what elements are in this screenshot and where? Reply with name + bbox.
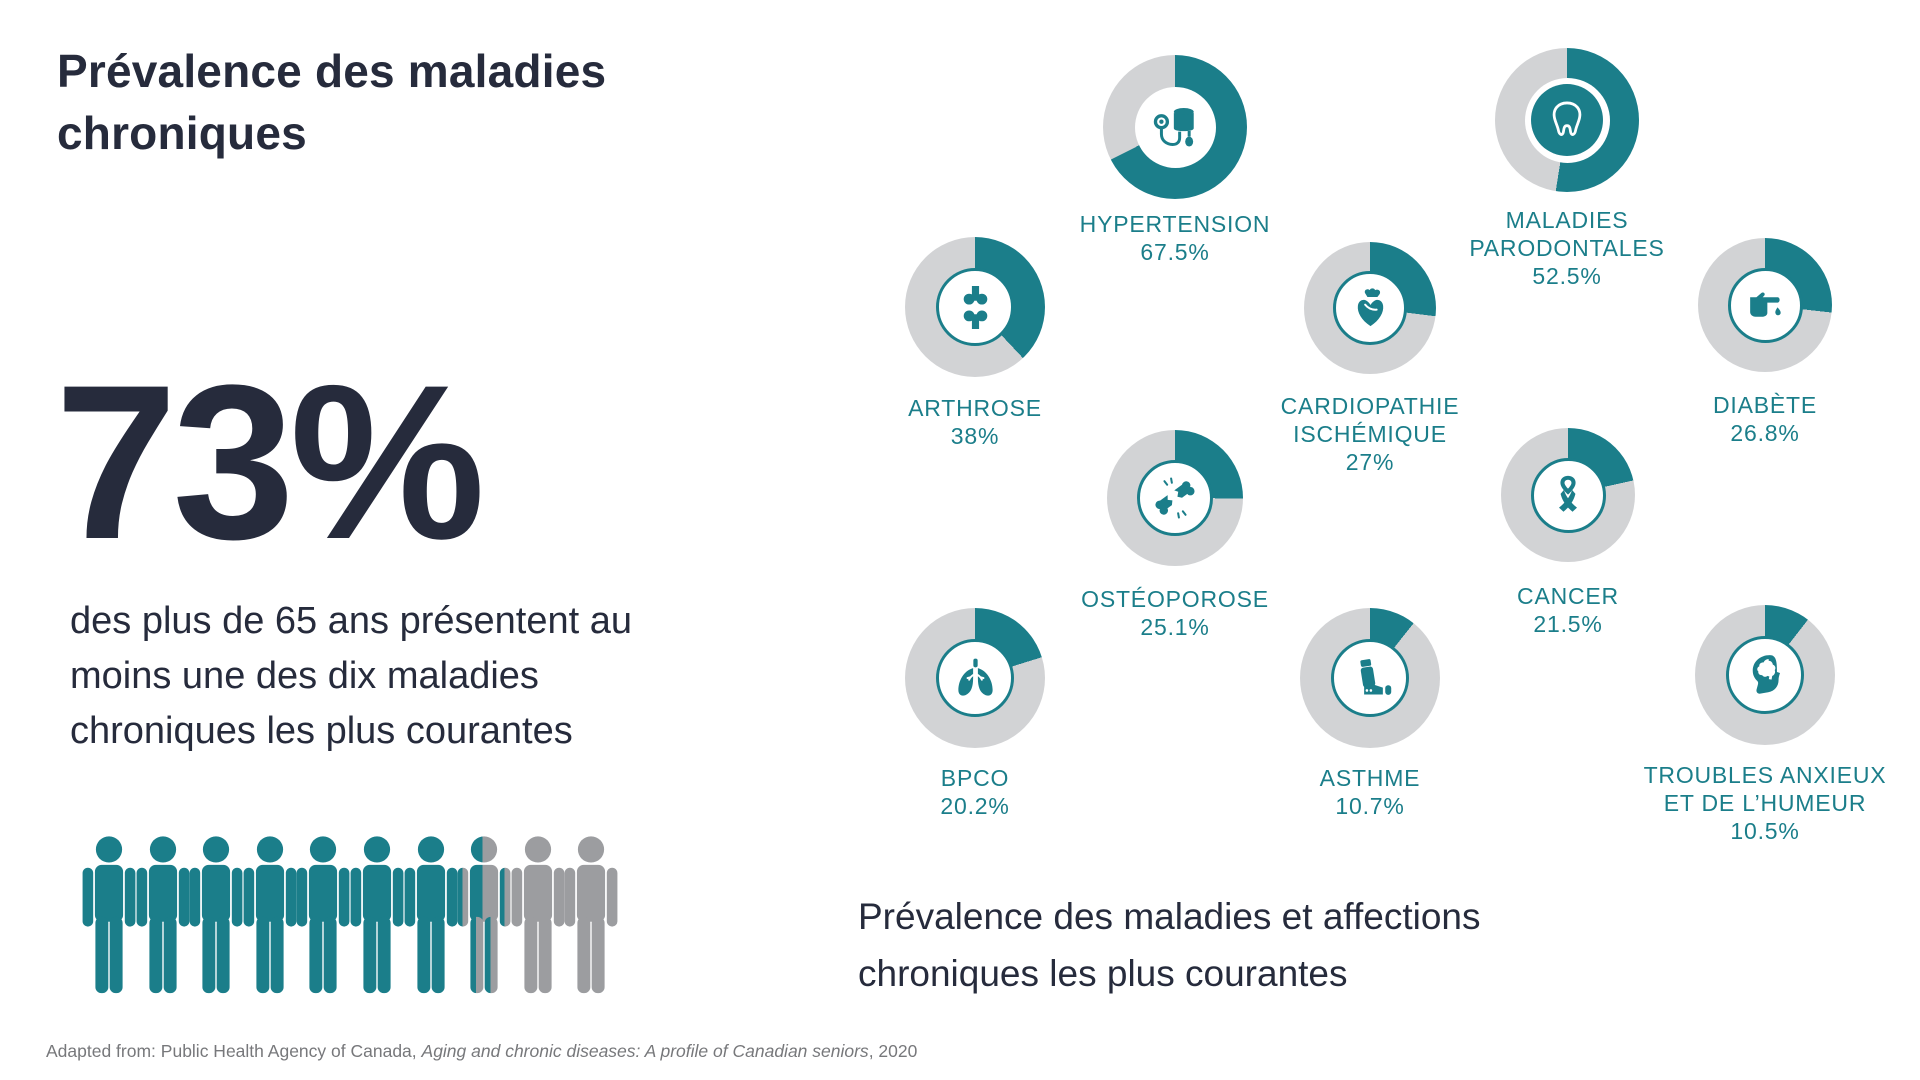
donut-center: [936, 268, 1014, 346]
donut-label-line: DIABÈTE: [1712, 392, 1817, 418]
donut-label-line: ARTHROSE: [908, 395, 1042, 421]
donut-label-line: PARODONTALES: [1469, 235, 1665, 261]
donut-center: [936, 639, 1014, 717]
donut-diabete: [1698, 238, 1832, 372]
donut-value: 38%: [950, 423, 1000, 449]
stat-percentage: 73%: [55, 339, 481, 585]
donut-cardiopathie-ischemique: [1304, 242, 1436, 374]
person-icon: [564, 826, 618, 1004]
chart-caption: Prévalence des maladies et affections chroniques les plus courantes: [858, 896, 1481, 994]
person-icon: [350, 826, 404, 1004]
source-prefix: Adapted from: Public Health Agency of Canada,: [46, 1041, 422, 1061]
donut-value: 27%: [1345, 449, 1395, 475]
donut-center: [1331, 639, 1409, 717]
source-work-title: Aging and chronic diseases: A profile of Canadian seniors: [421, 1041, 869, 1061]
donut-center: [1135, 87, 1216, 168]
page-title: Prévalence des maladies chroniques: [57, 45, 607, 159]
donut-label-diabete: [1575, 391, 1920, 447]
donut-bpco: [905, 608, 1045, 748]
donut-center: [1531, 458, 1606, 533]
donut-label-line: CARDIOPATHIE: [1280, 393, 1460, 419]
donut-label-bpco: [785, 764, 1165, 820]
lungs-icon: [950, 653, 1001, 704]
donut-value: 21.5%: [1533, 611, 1603, 637]
donut-label-line: BPCO: [940, 765, 1010, 791]
donut-value: 20.2%: [940, 793, 1010, 819]
donut-center: [1137, 460, 1213, 536]
heart-icon: [1346, 284, 1395, 333]
donut-label-cancer: [1378, 582, 1758, 638]
donut-inner-disk: [1531, 84, 1603, 156]
donut-center: [1726, 636, 1804, 714]
donut-maladies-parodontales: [1495, 48, 1639, 192]
donut-value: 10.5%: [1730, 818, 1800, 844]
donut-label-cardiopathie-ischemique: [1180, 392, 1560, 476]
donut-center: [1333, 271, 1407, 345]
donut-troubles-anxieux-et-de-l-humeur: [1695, 605, 1835, 745]
donut-label-line: ET DE L’HUMEUR: [1663, 790, 1867, 816]
donut-label-arthrose: [785, 394, 1165, 450]
source-attribution: [46, 1040, 917, 1062]
donut-label-line: HYPERTENSION: [1079, 211, 1271, 237]
donut-label-troubles-anxieux-et-de-l-humeur: [1575, 761, 1920, 845]
source-suffix: , 2020: [868, 1041, 918, 1061]
inhaler-icon: [1345, 653, 1396, 704]
donut-center: [1525, 78, 1610, 163]
person-icon: [189, 826, 243, 1004]
hand-blood-drop-icon: [1740, 280, 1790, 330]
donut-value: 25.1%: [1140, 614, 1210, 640]
donut-label-asthme: [1180, 764, 1560, 820]
donut-value: 26.8%: [1730, 420, 1800, 446]
donut-value: 52.5%: [1532, 263, 1602, 289]
donut-label-line: TROUBLES ANXIEUX: [1643, 762, 1887, 788]
donut-label-line: ASTHME: [1319, 765, 1421, 791]
head-brain-icon: [1740, 650, 1791, 701]
tooth-icon: [1541, 94, 1593, 146]
bone-joint-icon: [950, 282, 1001, 333]
donut-cancer: [1501, 428, 1635, 562]
donut-hypertension: [1103, 55, 1247, 199]
donut-label-line: CANCER: [1517, 583, 1619, 609]
donut-arthrose: [905, 237, 1045, 377]
person-icon: [82, 826, 136, 1004]
person-icon: [296, 826, 350, 1004]
donut-center: [1728, 268, 1803, 343]
donut-asthme: [1300, 608, 1440, 748]
donut-label-maladies-parodontales: [1377, 206, 1757, 290]
person-icon: [243, 826, 297, 1004]
ribbon-icon: [1543, 470, 1593, 520]
donut-value: 10.7%: [1335, 793, 1405, 819]
donut-label-line: ISCHÉMIQUE: [1293, 421, 1447, 447]
donut-label-hypertension: [985, 210, 1365, 266]
person-icon: [511, 826, 565, 1004]
donut-label-line: MALADIES: [1505, 207, 1629, 233]
donut-value: 67.5%: [1140, 239, 1210, 265]
stat-description: des plus de 65 ans présentent au moins une des dix maladies chroniques les plus courantes: [70, 600, 632, 752]
broken-bone-icon: [1150, 473, 1200, 523]
donut-label-osteoporose: [985, 585, 1365, 641]
person-icon: [404, 826, 458, 1004]
donut-label-line: OSTÉOPOROSE: [1081, 586, 1269, 612]
person-icon: [136, 826, 190, 1004]
person-icon: [457, 826, 511, 1004]
donut-osteoporose: [1107, 430, 1243, 566]
blood-pressure-icon: [1149, 101, 1202, 154]
